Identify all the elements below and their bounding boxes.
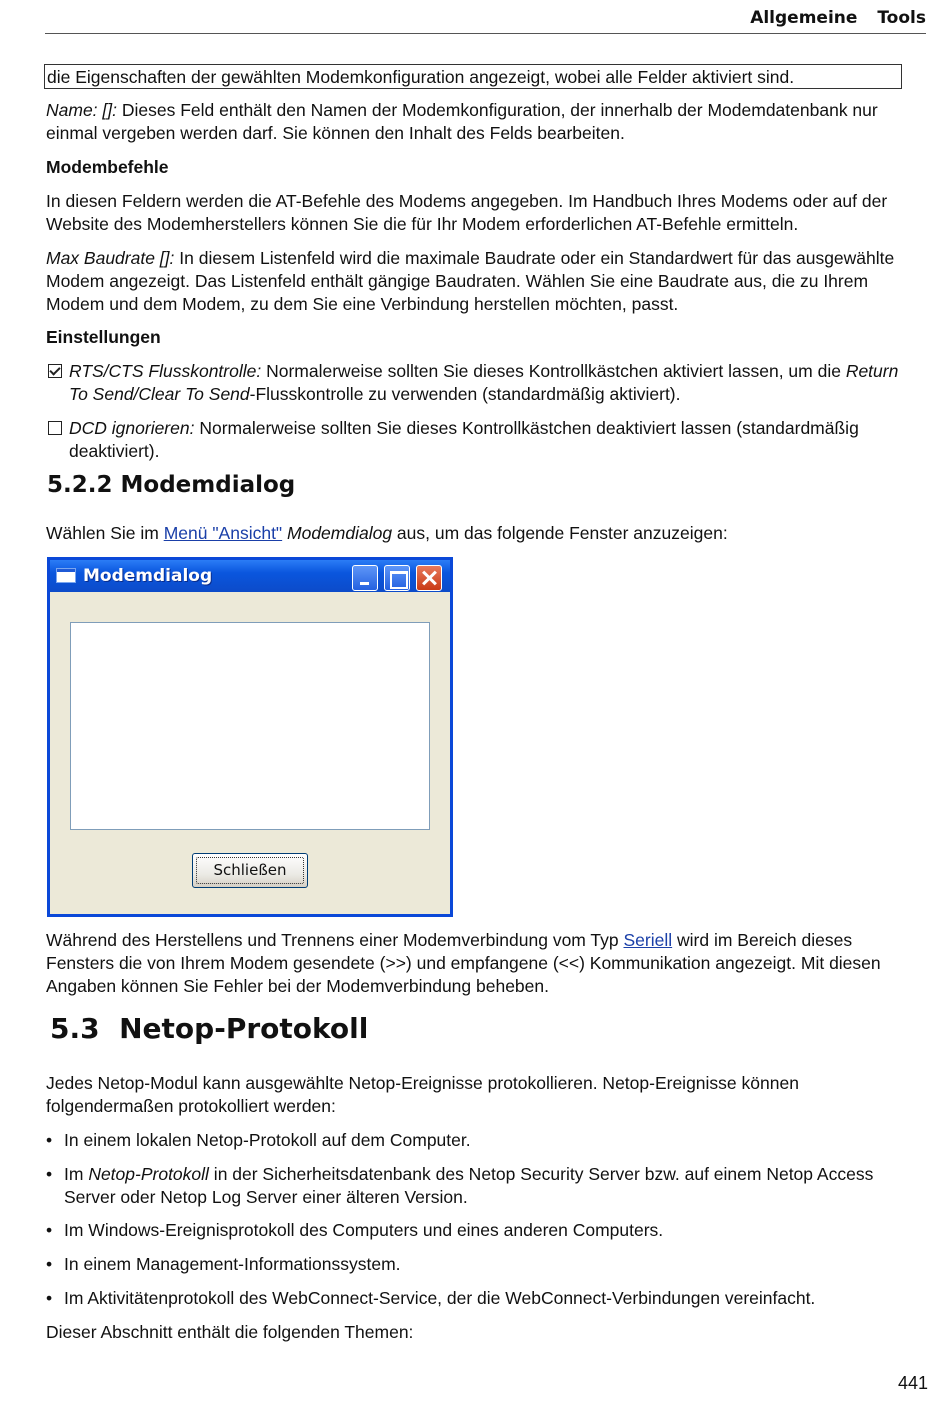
list-item-text-pre: Im — [64, 1164, 89, 1184]
list-item-text: Im Windows-Ereignisprotokoll des Computers und eines anderen Computers. — [64, 1220, 664, 1240]
bullet-icon: • — [46, 1288, 53, 1308]
modemdialog-intro-text-2: aus, um das folgende Fenster anzuzeigen: — [392, 523, 728, 543]
modemdialog-description — [46, 929, 906, 998]
list-item — [46, 1287, 906, 1310]
bullet-icon: • — [46, 1164, 53, 1184]
bullet-icon: • — [46, 1220, 53, 1240]
baudrate-label: Max Baudrate []: — [46, 248, 175, 268]
bullet-icon: • — [46, 1254, 53, 1274]
section-5-2-2-number: 5.2.2 — [47, 472, 113, 498]
window-app-icon — [56, 568, 76, 583]
section-5-2-2-title: Modemdialog — [120, 472, 296, 498]
close-button[interactable]: Schließen — [192, 853, 308, 888]
bullet-icon: • — [46, 1130, 53, 1150]
list-item-italic: Netop-Protokoll — [88, 1164, 209, 1184]
modemdialog-intro-italic: Modemdialog — [282, 523, 393, 543]
menu-ansicht-link[interactable]: Menü "Ansicht" — [163, 523, 283, 543]
dcd-text-body: Normalerweise sollten Sie dieses Kontrollkästchen deaktiviert lassen (standardmäßig deaktiviert). — [69, 418, 859, 461]
rts-cts-label: RTS/CTS Flusskontrolle: — [69, 361, 262, 381]
list-item-text: In einem lokalen Netop-Protokoll auf dem Computer. — [64, 1130, 471, 1150]
dialog-title: Modemdialog — [83, 566, 213, 586]
modemdialog-window — [47, 557, 453, 917]
rts-cts-text-2: -Flusskontrolle zu verwenden (standardmäßig aktiviert). — [249, 384, 681, 404]
themes-intro: Dieser Abschnitt enthält die folgenden Themen: — [46, 1322, 414, 1342]
modembefehle-heading: Modembefehle — [46, 157, 169, 177]
minimize-icon[interactable] — [352, 565, 378, 591]
list-item-text — [64, 1163, 906, 1209]
baudrate-description — [46, 247, 906, 316]
header-chapter: Tools — [877, 8, 926, 28]
dialog-titlebar[interactable] — [50, 560, 450, 592]
close-icon[interactable] — [416, 565, 442, 591]
modemdialog-desc-text-1: Während des Herstellens und Trennens einer Modemverbindung vom Typ — [46, 930, 624, 950]
list-item — [46, 1219, 906, 1242]
dcd-option — [46, 417, 906, 463]
name-field-label: Name: []: — [46, 100, 117, 120]
einstellungen-heading: Einstellungen — [46, 327, 161, 347]
checked-checkbox-icon — [48, 364, 62, 378]
rts-cts-option — [46, 360, 906, 406]
protokoll-intro: Jedes Netop-Modul kann ausgewählte Netop-Ereignisse protokollieren. Netop-Ereignisse können folgendermaßen protokolliert werden: — [46, 1073, 799, 1116]
list-item — [46, 1129, 906, 1152]
dcd-text — [69, 417, 906, 463]
name-field-text: Dieses Feld enthält den Namen der Modemkonfiguration, der innerhalb der Modemdatenbank nur einmal vergeben werden darf. Sie können den Inhalt des Felds bearbeiten. — [46, 100, 878, 143]
baudrate-text: In diesem Listenfeld wird die maximale Baudrate oder ein Standardwert für das ausgewählte Modem angezeigt. Das Listenfeld enthält gängige Baudraten. Wählen Sie eine Baudrate aus, die zu Ihrem Modem und dem Modem, zu dem Sie eine Verbindung herstellen möchten, passt. — [46, 248, 895, 314]
name-field-description — [46, 99, 906, 145]
list-item-text-post: in der Sicherheitsdatenbank des Netop Security Server bzw. auf einem Netop Access Server oder Netop Log Server einer älteren Version. — [64, 1164, 874, 1207]
dcd-label: DCD ignorieren: — [69, 418, 195, 438]
section-5-3-heading — [50, 1012, 368, 1045]
intro-boxed-text: die Eigenschaften der gewählten Modemkonfiguration angezeigt, wobei alle Felder aktiviert sind. — [44, 64, 902, 89]
unchecked-checkbox-icon — [48, 421, 62, 435]
section-5-2-2-heading — [47, 472, 295, 498]
running-header — [45, 8, 926, 34]
list-item-text: Im Aktivitätenprotokoll des WebConnect-Service, der die WebConnect-Verbindungen vereinfacht. — [64, 1288, 816, 1308]
section-5-3-title: Netop-Protokoll — [119, 1012, 369, 1045]
seriell-link[interactable]: Seriell — [623, 930, 673, 950]
list-item-text: In einem Management-Informationssystem. — [64, 1254, 401, 1274]
list-item — [46, 1253, 906, 1276]
section-5-3-number: 5.3 — [50, 1012, 100, 1045]
rts-cts-text-1: Normalerweise sollten Sie dieses Kontrollkästchen aktiviert lassen, um die — [261, 361, 846, 381]
maximize-icon[interactable] — [384, 565, 410, 591]
modemdialog-desc-text-2: wird im Bereich dieses Fensters die von Ihrem Modem gesendete (>>) und empfangene (<<) Kommunikation angezeigt. Mit diesen Angaben können Sie Fehler bei der Modemverbindung beheben. — [46, 930, 881, 996]
page-number: 441 — [898, 1373, 929, 1393]
list-item — [46, 1163, 906, 1209]
modemdialog-intro — [46, 522, 906, 545]
rts-cts-text — [69, 360, 906, 406]
modemdialog-intro-text-1: Wählen Sie im — [46, 523, 164, 543]
rts-cts-italic: Return To Send/Clear To Send — [69, 361, 899, 404]
header-section: Allgemeine — [750, 8, 858, 28]
modembefehle-text: In diesen Feldern werden die AT-Befehle des Modems angegeben. Im Handbuch Ihres Modems oder auf der Website des Modemherstellers können Sie die für Ihr Modem erforderlichen AT-Befehle ermitteln. — [46, 191, 888, 234]
communication-log-area[interactable] — [70, 622, 430, 830]
